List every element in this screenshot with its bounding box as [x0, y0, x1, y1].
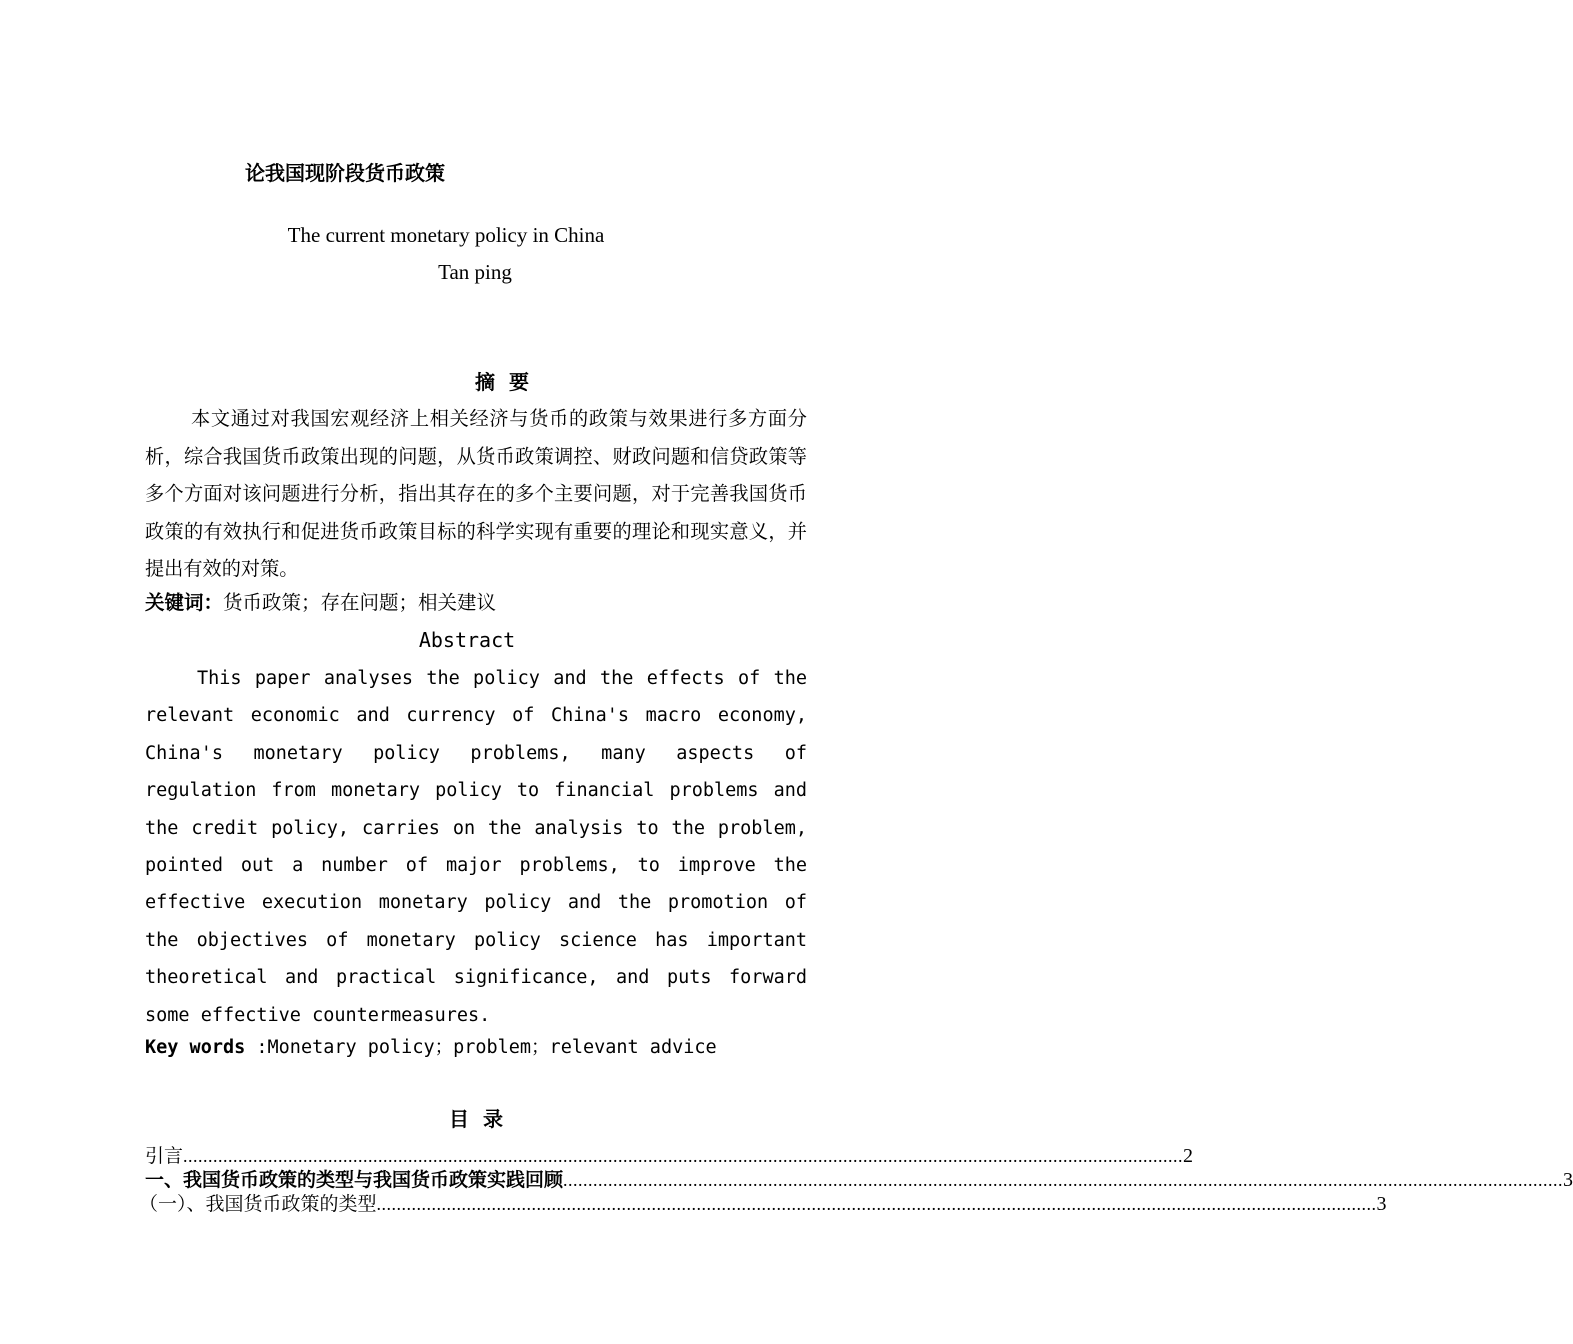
table-of-contents-heading: 目 录 [449, 1107, 503, 1131]
toc-page-number: 2 [1183, 1145, 1194, 1167]
english-keywords-value: :Monetary policy；problem；relevant advice [245, 1037, 717, 1058]
table-of-contents [139, 1144, 1573, 1216]
chinese-keywords [145, 588, 496, 618]
toc-dot-leader: ........................................................................................................................................................................................................ [376, 1194, 1377, 1214]
toc-entry-text: 一、我国货币政策的类型与我国货币政策实践回顾 [145, 1169, 564, 1191]
english-keywords-label: Key words [145, 1037, 246, 1058]
english-abstract-body: This paper analyses the policy and the effects of the relevant economic and currency of China's macro economy, China's monetary policy problems, many aspects of regulation from monetary policy to financial problems and the credit policy, carries on the analysis to the problem, pointed out a number of major problems, to improve the effective execution monetary policy and the promotion of the objectives of monetary policy science has important theoretical and practical significance, and puts forward some effective countermeasures. [145, 668, 807, 1026]
toc-entry-section-1-1[interactable] [139, 1192, 1387, 1216]
document-title-english: The current monetary policy in China [287, 223, 605, 247]
toc-page-number: 3 [1563, 1169, 1573, 1191]
chinese-abstract-heading: 摘 要 [475, 370, 529, 394]
toc-entry-text: 引言 [145, 1145, 184, 1167]
toc-entry-text: （一）、我国货币政策的类型 [139, 1193, 377, 1215]
toc-dot-leader: ........................................................................................................................................................................................................ [563, 1170, 1564, 1190]
chinese-abstract-body: 本文通过对我国宏观经济上相关经济与货币的政策与效果进行多方面分析，综合我国货币政策出现的问题，从货币政策调控、财政问题和信贷政策等多个方面对该问题进行分析，指出其存在的多个主要问题，对于完善我国货币政策的有效执行和促进货币政策目标的科学实现有重要的理论和现实意义，并提出有效的对策。 [145, 407, 807, 580]
toc-dot-leader: ........................................................................................................................................................................................................ [183, 1146, 1184, 1166]
english-keywords [145, 1034, 717, 1062]
english-abstract-heading: Abstract [418, 628, 516, 652]
toc-entry-chapter-1[interactable] [145, 1168, 1573, 1192]
toc-page-number: 3 [1376, 1193, 1387, 1215]
author-name: Tan ping [438, 260, 512, 284]
document-title-chinese: 论我国现阶段货币政策 [245, 161, 445, 185]
toc-entry-introduction[interactable] [145, 1144, 1194, 1168]
chinese-keywords-value: 货币政策；存在问题；相关建议 [223, 591, 497, 614]
chinese-keywords-label: 关键词： [145, 591, 224, 614]
